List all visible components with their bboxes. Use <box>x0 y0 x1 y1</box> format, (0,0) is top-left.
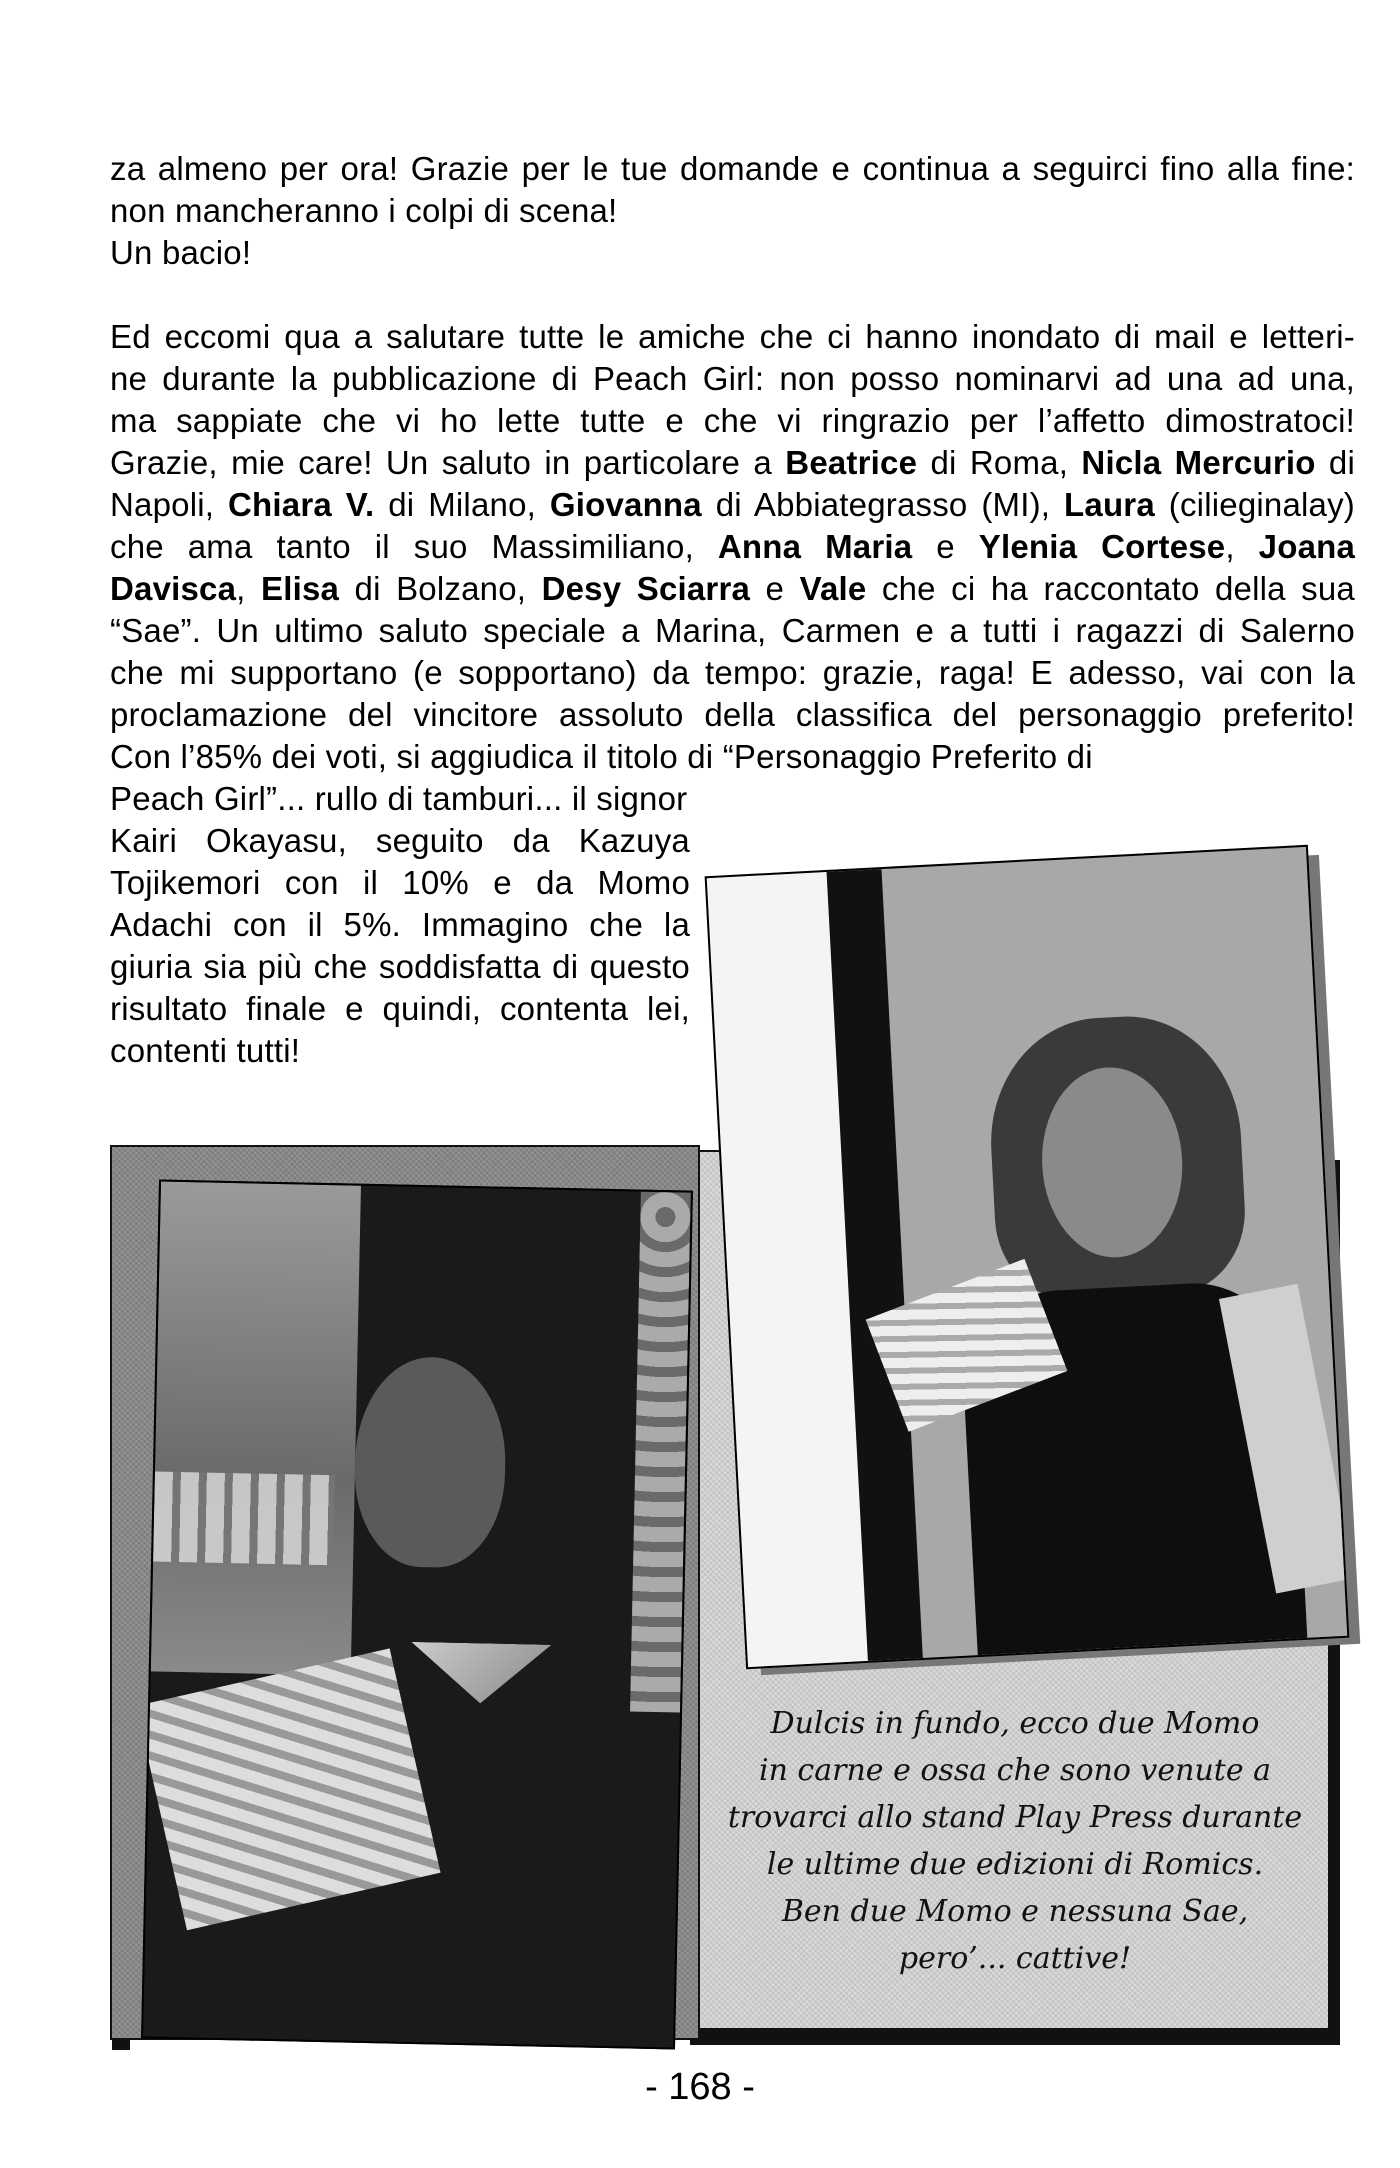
body-text-line: “Sae”. Un ultimo saluto speciale a Marina, Carmen e a tutti i ragazzi di Salerno <box>110 612 1355 649</box>
body-text-line <box>110 442 1355 484</box>
text: che ci ha raccontato della sua <box>866 570 1355 607</box>
left-photo <box>141 1180 693 2050</box>
name-highlight: Desy Sciarra <box>541 570 751 607</box>
name-highlight: Nicla Mercurio <box>1081 444 1316 481</box>
shirt-collar <box>410 1642 551 1705</box>
poster-title <box>153 1471 335 1565</box>
caption-line: in carne e ossa che sono venute a <box>758 1753 1272 1788</box>
body-text-line: Con l’85% dei voti, si aggiudica il titolo di “Personaggio Preferito di <box>110 738 1093 775</box>
body-text-line <box>110 484 1355 526</box>
body-text-line <box>110 526 1355 568</box>
page-number: - 168 - <box>645 2066 755 2108</box>
caption-line: le ultime due edizioni di Romics. <box>766 1847 1264 1882</box>
text: e <box>750 570 800 607</box>
caption-line: Ben due Momo e nessuna Sae, <box>781 1894 1249 1929</box>
photo-caption <box>705 1700 1325 1982</box>
name-highlight: Ylenia Cortese <box>978 528 1226 565</box>
manga-fan <box>141 1648 440 1930</box>
name-highlight: Davisca <box>110 570 237 607</box>
text: Grazie, mie care! Un saluto in particolare a <box>110 444 786 481</box>
text: , <box>236 570 262 607</box>
body-text-line: Un bacio! <box>110 234 252 271</box>
body-text-line: Adachi con il 5%. Immagino che la <box>110 906 690 943</box>
text: di Milano, <box>374 486 550 523</box>
name-highlight: Joana <box>1258 528 1356 565</box>
body-text-line: ma sappiate che vi ho lette tutte e che vi ringrazio per l’affetto dimostratoci! <box>110 402 1355 439</box>
text: , <box>1225 528 1259 565</box>
body-text-line <box>110 568 1355 610</box>
name-highlight: Anna Maria <box>717 528 913 565</box>
name-highlight: Vale <box>799 570 867 607</box>
body-text-line: Tojikemori con il 10% e da Momo <box>110 864 690 901</box>
body-text-line: Peach Girl”... rullo di tamburi... il signor <box>110 780 688 817</box>
text: che ama tanto il suo Massimiliano, <box>110 528 718 565</box>
name-highlight: Giovanna <box>549 486 702 523</box>
text: di <box>1315 444 1356 481</box>
body-text-line: contenti tutti! <box>110 1032 301 1069</box>
body-text-line: risultato finale e quindi, contenta lei, <box>110 990 690 1027</box>
name-highlight: Laura <box>1064 486 1155 523</box>
body-text-line: non mancheranno i colpi di scena! <box>110 192 618 229</box>
body-text-line: Ed eccomi qua a salutare tutte le amiche che ci hanno inondato di mail e letteri- <box>110 318 1355 355</box>
text: e <box>912 528 979 565</box>
manga-poster <box>151 1182 361 1676</box>
body-text-line: Kairi Okayasu, seguito da Kazuya <box>110 822 690 859</box>
text: Napoli, <box>110 486 229 523</box>
body-text-line: che mi supportano (e sopportano) da tempo: grazie, raga! E adesso, vai con la <box>110 654 1355 691</box>
body-text-line: proclamazione del vincitore assoluto della classifica del personaggio preferito! <box>110 696 1355 733</box>
body-text-line: giuria sia più che soddisfatta di questo <box>110 948 690 985</box>
body-text-line: za almeno per ora! Grazie per le tue domande e continua a seguirci fino alla fine: <box>110 150 1355 187</box>
person-face <box>353 1356 507 1569</box>
name-highlight: Elisa <box>261 570 340 607</box>
right-photo <box>705 845 1350 1670</box>
text: (cilieginalay) <box>1154 486 1355 523</box>
name-highlight: Chiara V. <box>228 486 375 523</box>
wall-pattern <box>630 1192 691 1713</box>
caption-line: pero’... cattive! <box>898 1941 1132 1976</box>
text: di Bolzano, <box>339 570 542 607</box>
text: di Roma, <box>917 444 1082 481</box>
caption-line: Dulcis in fundo, ecco due Momo <box>770 1706 1260 1741</box>
text: di Abbiategrasso (MI), <box>701 486 1065 523</box>
caption-line: trovarci allo stand Play Press durante <box>727 1800 1303 1835</box>
body-text-line: ne durante la pubblicazione di Peach Girl: non posso nominarvi ad una ad una, <box>110 360 1355 397</box>
name-highlight: Beatrice <box>785 444 918 481</box>
